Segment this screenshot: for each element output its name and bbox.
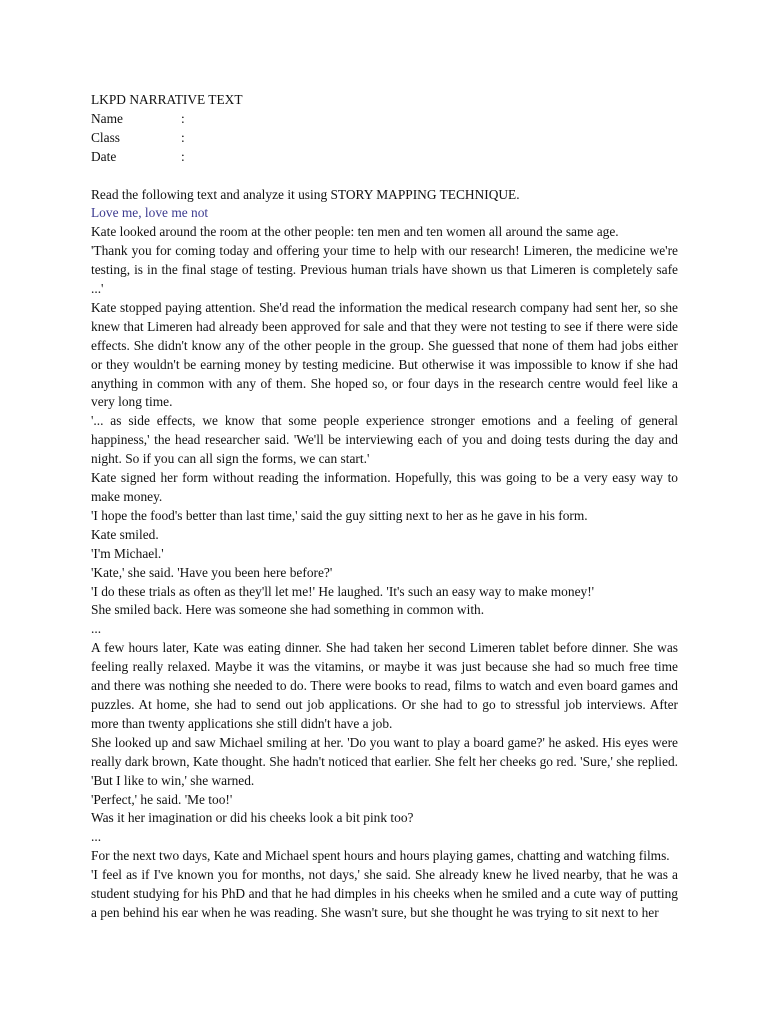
section-break: ... bbox=[91, 621, 102, 637]
date-colon: : bbox=[181, 148, 185, 164]
story-paragraph: She looked up and saw Michael smiling at her. 'Do you want to play a board game?' he asked. His eyes were really dark brown, Kate thought. She hadn't noticed that earlier. She felt her cheeks go red. 'Sure,' she replied. 'But I like to win,' she warned. bbox=[91, 734, 678, 788]
story-paragraph: 'I hope the food's better than last time,' said the guy sitting next to her as he gave in his form. bbox=[91, 507, 588, 523]
story-paragraph: 'I feel as if I've known you for months, not days,' she said. She already knew he lived nearby, that he was a student studying for his PhD and that he had dimples in his cheeks when he smiled and a cute way of putting a pen behind his ear when he was reading. She wasn't sure, but she thought he was trying to sit next to her bbox=[91, 867, 678, 920]
story-paragraph: 'Thank you for coming today and offering your time to help with our research! Limeren, the medicine we're testing, is in the final stage of testing. Previous human trials have shown us that Limeren is completely safe ...' bbox=[91, 243, 678, 297]
document-page bbox=[91, 91, 678, 923]
story-paragraph: 'Perfect,' he said. 'Me too!' bbox=[91, 791, 233, 807]
date-label: Date bbox=[91, 148, 117, 164]
story-paragraph: A few hours later, Kate was eating dinner. She had taken her second Limeren tablet before dinner. She was feeling really relaxed. Maybe it was the vitamins, or maybe it was just because she had so much free time and there was nothing she needed to do. There were books to read, films to watch and even board games and puzzles. At home, she had to send out job applications. Or she had to go to stressful job interviews. After more than twenty applications she still didn't have a job. bbox=[91, 640, 678, 731]
story-paragraph: Kate stopped paying attention. She'd read the information the medical research company had sent her, so she knew that Limeren had already been approved for sale and that they were not testing to see if there were side effects. She didn't know any of the other people in the group. She guessed that none of them had jobs either or they wouldn't be earning money by testing medicine. But otherwise it was impossible to know if she had anything in common with any of them. She hoped so, or four days in the research centre would feel like a very long time. bbox=[91, 299, 678, 410]
instruction-text: Read the following text and analyze it using STORY MAPPING TECHNIQUE. bbox=[91, 186, 520, 202]
section-break: ... bbox=[91, 829, 102, 845]
document-title: LKPD NARRATIVE TEXT bbox=[91, 92, 243, 107]
story-paragraph: Kate signed her form without reading the information. Hopefully, this was going to be a very easy way to make money. bbox=[91, 470, 678, 505]
story-paragraph: For the next two days, Kate and Michael spent hours and hours playing games, chatting and watching films. bbox=[91, 848, 670, 864]
story-paragraph: She smiled back. Here was someone she had something in common with. bbox=[91, 602, 485, 618]
story-paragraph: 'I'm Michael.' bbox=[91, 545, 164, 561]
story-paragraph: Was it her imagination or did his cheeks look a bit pink too? bbox=[91, 810, 414, 826]
story-body bbox=[91, 223, 678, 923]
class-colon: : bbox=[181, 129, 185, 145]
name-label: Name bbox=[91, 110, 123, 126]
story-paragraph: Kate smiled. bbox=[91, 526, 159, 542]
story-paragraph: '... as side effects, we know that some people experience stronger emotions and a feeling of general happiness,' the head researcher said. 'We'll be interviewing each of you and doing tests during the day and night. So if you can all sign the forms, we can start.' bbox=[91, 413, 678, 467]
story-paragraph: 'Kate,' she said. 'Have you been here before?' bbox=[91, 564, 333, 580]
name-field bbox=[91, 110, 678, 129]
story-paragraph: Kate looked around the room at the other people: ten men and ten women all around the same age. bbox=[91, 224, 619, 240]
blank-line bbox=[91, 167, 678, 186]
name-colon: : bbox=[181, 110, 185, 126]
story-paragraph: 'I do these trials as often as they'll let me!' He laughed. 'It's such an easy way to make money!' bbox=[91, 583, 595, 599]
class-field bbox=[91, 129, 678, 148]
date-field bbox=[91, 148, 678, 167]
class-label: Class bbox=[91, 129, 121, 145]
story-title: Love me, love me not bbox=[91, 205, 209, 221]
